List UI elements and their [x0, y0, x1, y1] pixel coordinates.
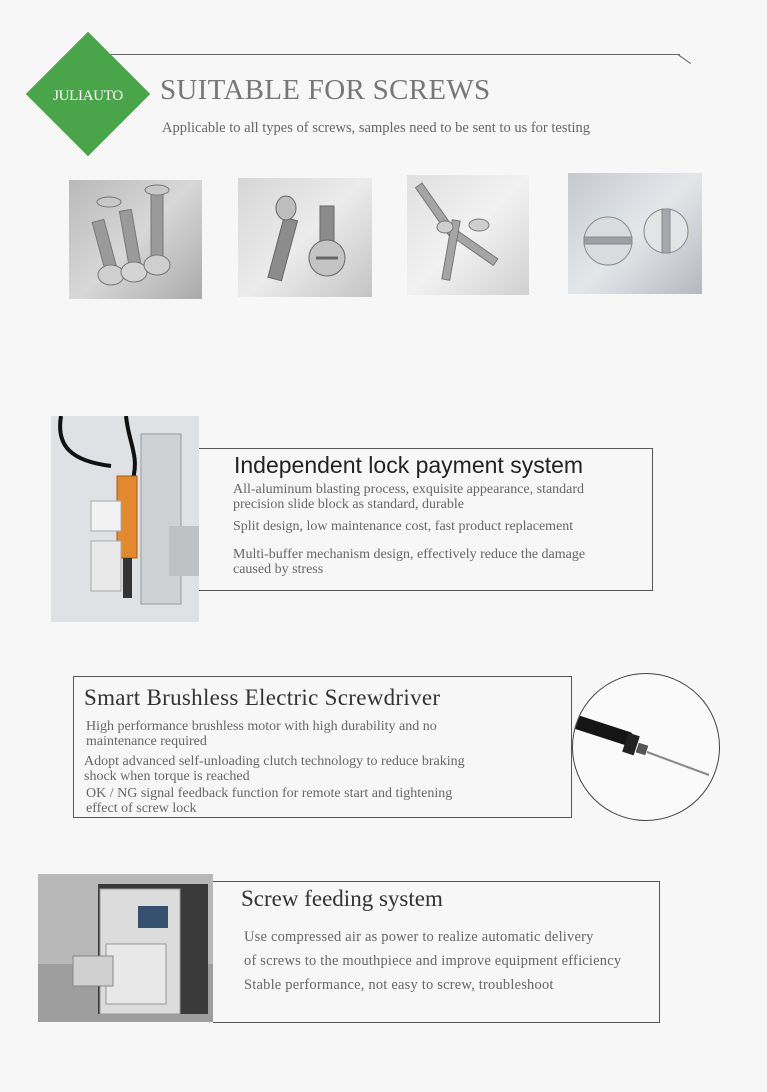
section-screwdriver-line: shock when torque is reached [84, 769, 250, 784]
screw-photo-flat-head [407, 175, 529, 295]
section-lock-system-line: precision slide block as standard, durable [233, 497, 464, 512]
screw-photo-pan-head [238, 178, 372, 297]
screw-photo-slotted-heads [568, 173, 702, 294]
screwdriver-tip-photo [572, 673, 720, 821]
section-screwdriver-line: High performance brushless motor with high durability and no [86, 719, 437, 734]
screwdriver-machine-photo [51, 416, 199, 622]
page-title: SUITABLE FOR SCREWS [160, 74, 491, 106]
section-screwdriver-line: OK / NG signal feedback function for remote start and tightening [86, 786, 453, 801]
header-rule [108, 54, 680, 55]
section-feeding-line: Use compressed air as power to realize automatic delivery [244, 929, 594, 945]
page-subtitle: Applicable to all types of screws, samples need to be sent to us for testing [162, 120, 591, 136]
section-lock-system-title: Independent lock payment system [234, 452, 584, 478]
section-feeding-line: of screws to the mouthpiece and improve equipment efficiency [244, 953, 622, 969]
section-screwdriver-title: Smart Brushless Electric Screwdriver [84, 685, 441, 710]
section-screwdriver-line: Adopt advanced self-unloading clutch technology to reduce braking [84, 754, 465, 769]
section-screwdriver-line: maintenance required [86, 734, 207, 749]
screw-feeder-photo [38, 874, 213, 1022]
section-feeding-line: Stable performance, not easy to screw, troubleshoot [244, 977, 554, 993]
logo-text: JULIAUTO [53, 88, 123, 104]
section-lock-system-line: caused by stress [233, 562, 324, 577]
header-rule-tail [677, 54, 691, 64]
screw-photo-countersunk [69, 180, 202, 299]
section-lock-system-line: Multi-buffer mechanism design, effectively reduce the damage [233, 547, 586, 562]
section-screwdriver-line: effect of screw lock [86, 801, 197, 816]
section-lock-system-line: All-aluminum blasting process, exquisite appearance, standard [233, 482, 585, 497]
section-feeding-title: Screw feeding system [241, 886, 443, 911]
section-lock-system-line: Split design, low maintenance cost, fast product replacement [233, 519, 574, 534]
